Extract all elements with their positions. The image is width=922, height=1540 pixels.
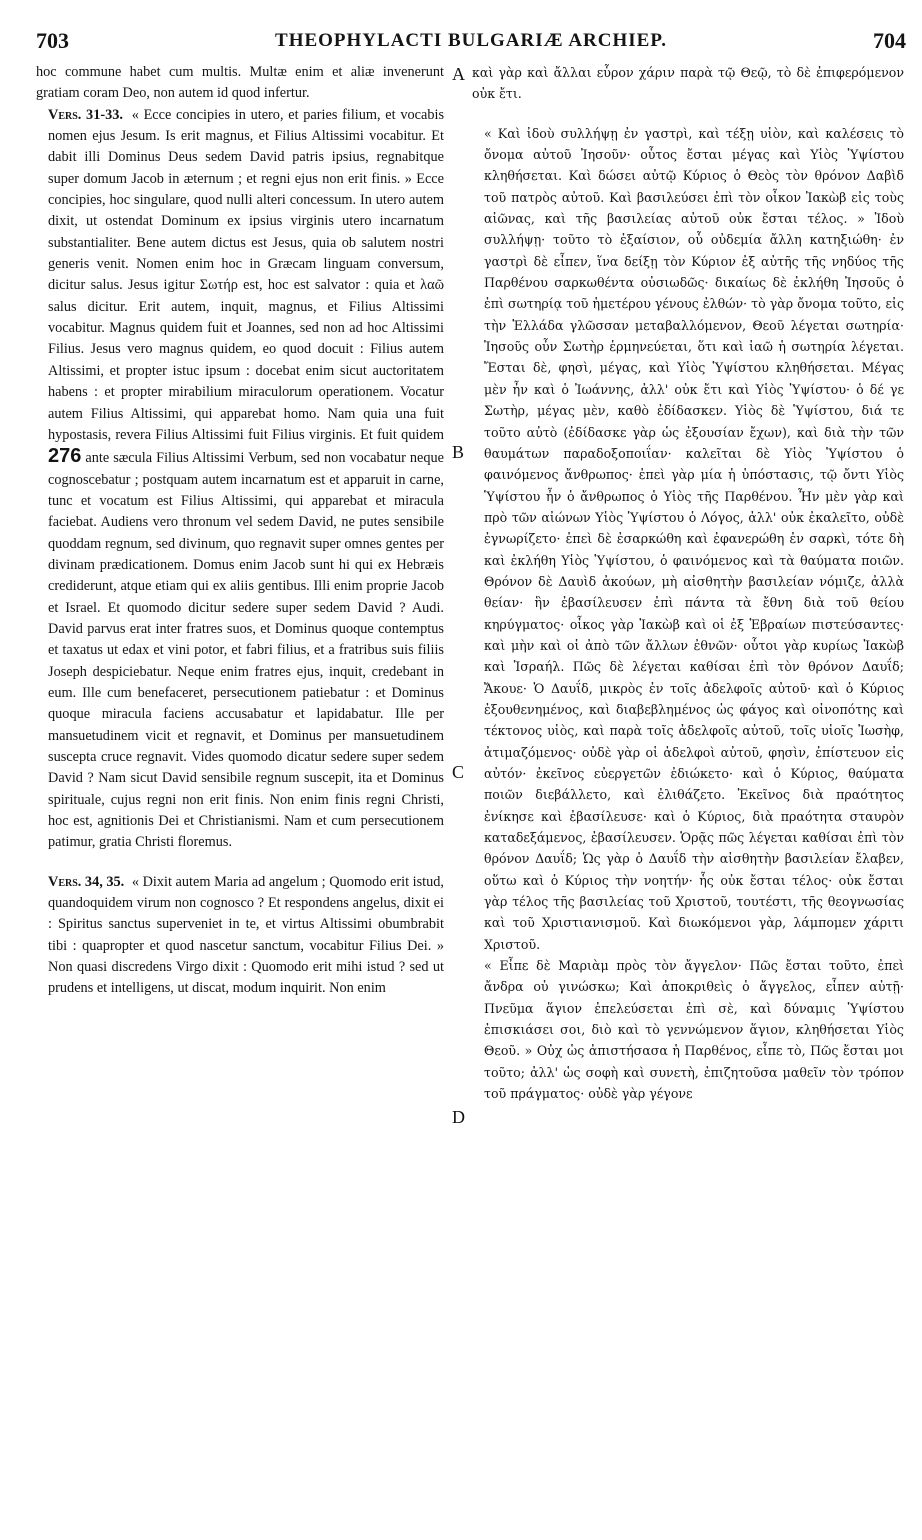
margin-letter-c: C bbox=[452, 762, 465, 782]
margin-letter-d: D bbox=[452, 1107, 465, 1127]
page-number-left: 703 bbox=[36, 28, 69, 53]
greek-paragraph-3: « Εἶπε δὲ Μαριὰμ πρὸς τὸν ἄγγελον· Πῶς ἔσται τοῦτο, ἐπεὶ ἄνδρα οὐ γινώσκω; Καὶ ἀποκριθεὶς ὁ ἄγγελος, εἶπεν αὐτῇ· Πνεῦμα ἅγιον ἐπελεύσεται ἐπὶ σὲ, καὶ δύναμις Ὑψίστου ἐπισκιάσει σοι, διὸ καὶ τὸ γεννώμενον ἅγιον, κληθήσεται Υἱὸς Θεοῦ. » Οὐχ ὡς ἀπιστήσασα ἡ Παρθένος, εἶπε τὸ, Πῶς ἔσται μοι τοῦτο; ἀλλ' ὡς σοφὴ καὶ συνετὴ, ἐπιζητοῦσα μαθεῖν τὸν τρόπον τοῦ πράγματος· οὐδὲ γὰρ γέγονε bbox=[484, 958, 904, 1102]
latin-column bbox=[36, 62, 444, 1000]
margin-letter-a: A bbox=[452, 64, 465, 84]
page-header bbox=[36, 28, 906, 58]
latin-paragraph-3 bbox=[36, 872, 444, 1000]
latin-paragraph-3-text: « Dixit autem Maria ad angelum ; Quomodo erit istud, quandoquidem virum non cognosco ? Et respondens angelus, dixit ei : Spiritus sanctus superveniet in te, et virtus Altissimi obumbrabit tibi : quapropter et quod nascetur sanctum, vocabitur Filius Dei. » Non quasi discredens Virgo dixit : Quomodo erit mihi istud ? sed ut prudens et intelligens, ut discat, modum inquirit. Non enim bbox=[48, 873, 445, 997]
greek-column bbox=[472, 62, 904, 1105]
page-number-right: 704 bbox=[873, 28, 906, 53]
running-title: THEOPHYLACTI BULGARIÆ ARCHIEP. bbox=[275, 30, 667, 51]
latin-paragraph-2 bbox=[36, 105, 444, 854]
latin-paragraph-2-text: « Ecce concipies in utero, et paries filium, et vocabis nomen ejus Jesum. Is erit magnus, et Filius Altissimi vocabitur. Et dabit illi Dominus Deus sedem David patris ipsius, regnabitque super domum Jacob in æternum ; et regni ejus non erit finis. » Ecce concipies, hoc singulare, quod nulli alteri concessum. In utero autem dixit, ut ostendat Dominum ex ipsius virginis utero incarnatum substantialiter. Bene autem dictus est Jesus, quia ob salutem nostri generis venit. Nomen enim hoc in Græcam linguam conversum, dicitur salus. Jesus igitur Σωτήρ est, hoc est salvator : quia et λαῶ salus dicitur. Erit autem, inquit, magnus, et Filius Altissimi vocabitur. Magnus quidem fuit et Joannes, sed non ad hoc Altissimi Filius. Jesus vero magnus quidem, eo quod docuit : Filius autem Altissimi, et propter istuc ipsum : docebat enim sicut auctoritatem habens : et propter mirabilium miraculorum operationem. Vocatur autem Filius Altissimi, qui apparebat homo. Nam quia una fuit hypostasis, revera Filius Altissimi fuit Filius virginis. Et fuit quidem bbox=[48, 106, 445, 443]
margin-letter-b: B bbox=[452, 442, 465, 462]
verse-reference: Vers. 34, 35. bbox=[48, 873, 125, 890]
latin-paragraph-1: hoc commune habet cum multis. Multæ enim et aliæ invenerunt gratiam coram Deo, non autem id quod infertur. bbox=[36, 64, 444, 102]
greek-paragraph-2: « Καὶ ἰδοὺ συλλήψῃ ἐν γαστρὶ, καὶ τέξῃ υἱὸν, καὶ καλέσεις τὸ ὄνομα αὐτοῦ Ἰησοῦν· οὗτος ἔσται μέγας καὶ Υἱὸς Ὑψίστου κληθήσεται. Καὶ δώσει αὐτῷ Κύριος ὁ Θεὸς τὸν θρόνον Δαβὶδ τοῦ πατρὸς αὐτοῦ. Καὶ βασιλεύσει ἐπὶ τὸν οἶκον Ἰακὼβ εἰς τοὺς αἰῶνας, καὶ τῆς βασιλείας αὐτοῦ οὐκ ἔσται τέλος. » Ἰδοὺ συλλήψῃ· τοῦτο τὸ ἐξαίσιον, οὗ οὐδεμία ἄλλη κατηξιώθη· ἐν γαστρὶ δὲ εἶπεν, ἵνα δείξῃ τὸν Κύριον ἐξ αὐτῆς τῆς νηδύος τῆς Παρθένου σαρκωθέντα οὐσιωδῶς· δικαίως δὲ ἐκλήθη Ἰησοῦς ὁ ἐπὶ σωτηρίᾳ τοῦ ἡμετέρου γένους ἐλθών· τὸ γὰρ ὄνομα τοῦτο, εἰς τὴν Ἑλλάδα γλῶσσαν μεταβαλλόμενον, Θεοῦ λέγεται σωτηρία· Ἰησοῦς οὖν Σωτὴρ ἑρμηνεύεται, ὅτι καὶ ἰαῶ ἡ σωτηρία λέγεται. Ἔσται δὲ, φησὶ, μέγας, καὶ Υἱὸς Ὑψίστου κληθήσεται. Μέγας μὲν ἦν καὶ ὁ Ἰωάννης, ἀλλ' οὐκ ἔτι καὶ Υἱὸς Ὑψίστου· ὁ δέ γε Σωτὴρ, μέγας μὲν, καθὸ ἐδίδασκεν. Υἱὸς δὲ Ὑψίστου, διά τε τοῦτο αὐτὸ (ἐδίδασκε γὰρ ὡς ἐξουσίαν ἔχων), καὶ διὰ τὴν τῶν θαυμάτων παραδοξοποιΐαν· καλεῖται δὲ Υἱὸς Ὑψίστου ὁ φαινόμενος ἄνθρωπος· ἐπεὶ γὰρ μία ἡ ὑπόστασις, τῷ ὄντι Υἱὸς Ὑψίστου ἦν ὁ ἄνθρωπος ὁ Υἱὸς τῆς Παρθένου. Ἦν μὲν γὰρ καὶ πρὸ τῶν αἰώνων Υἱὸς Ὑψίστου ὁ Λόγος, ἀλλ' οὐκ ἐκαλεῖτο, οὐδὲ ἐγνωρίζετο· ἐπεὶ δὲ ἐσαρκώθη καὶ ἐφανερώθη ἐν σαρκὶ, τότε δὴ καὶ ἐκλήθη Υἱὸς Ὑψίστου, ὁ φαινόμενος καὶ τὰ θαύματα ποιῶν. Θρόνον δὲ Δαυὶδ ἀκούων, μὴ αἰσθητὴν βασιλείαν νόμιζε, ἀλλὰ θείαν· ἣν ἐβασίλευσεν ἐπὶ πάντα τὰ ἔθνη διὰ τοῦ θείου κηρύγματος· οἶκος γὰρ Ἰακὼβ καὶ οἱ ἐξ Ἑβραίων πιστεύσαντες· καὶ μὴν καὶ οἱ ἀπὸ τῶν ἄλλων ἐθνῶν· οὗτοι γὰρ κυρίως Ἰακὼβ καὶ Ἰσραήλ. Πῶς δὲ λέγεται καθίσαι ἐπὶ τὸν θρόνον Δαυΐδ; Ἄκουε· Ὁ Δαυΐδ, μικρὸς ἐν τοῖς ἀδελφοῖς αὐτοῦ· καὶ ὁ Κύριος ἐξουθενημένος, καὶ διαβεβλημένος ὡς φάγος καὶ οἰνοπότης καὶ τέκτονος υἱὸς, καὶ παρὰ τοῖς ἀδελφοῖς αὐτοῦ, τοῖς υἱοῖς Ἰωσὴφ, ἀτιμαζόμενος· οὐδὲ γὰρ οἱ ἀδελφοὶ αὐτοῦ, φησὶν, ἐπίστευον εἰς αὐτόν· ἐκεῖνος εὐεργετῶν ἐδιώκετο· καὶ ὁ Κύριος, θαύματα ποιῶν διεβάλλετο, καὶ ἐλιθάζετο. Ἐκεῖνος διὰ πραότητος ἐνίκησε καὶ ἐβασίλευσε· καὶ ὁ Κύριος, διὰ πραότητα σταυρὸν καταδεξάμενος, ἐβασίλευσεν. Ὁρᾷς πῶς λέγεται καθίσαι ἐπὶ τὸν θρόνον Δαυΐδ; Ὡς γὰρ ὁ Δαυΐδ τὴν αἰσθητὴν βασιλείαν ἔλαβεν, οὕτω καὶ ὁ Κύριος τὴν νοητήν· ἧς οὐκ ἔσται τέλος· οὐκ ἔσται γὰρ τέλος τῆς βασιλείας τοῦ Χριστοῦ, τουτέστι, τῆς θεογνωσίας καὶ τοῦ Χριστιανισμοῦ. Καὶ διωκόμενοι γὰρ, λάμπομεν χάριτι Χριστοῦ. bbox=[484, 125, 904, 952]
verse-reference: Vers. 31-33. bbox=[48, 106, 123, 123]
latin-paragraph-2-continued: ante sæcula Filius Altissimi Verbum, sed non vocabatur neque cognoscebatur ; postquam autem incarnatum est et apparuit in carne, tunc et vocatum est Filius Altissimi, qui apparebat et miracula faciebat. Audiens vero thronum vel sedem David, ne putes sensibile quoddam regnum, sed divinum, quo regnavit super omnes gentes per divinam prædicationem. Domus enim Jacob sunt hi qui ex Hebræis crediderunt, atque etiam qui ex aliis gentibus. Illi enim proprie Jacob et Israel. Et quomodo dicitur sedere super sedem David ? Audi. David parvus erat inter fratres suos, et Dominus quoque contemptus et taxatus ut edax et vini potor, et fabri filius, et a fratribus suis filiis Joseph despiciebatur. Neque enim fratres ejus, inquit, credebant in eum. Ille cum benefaceret, persecutionem patiebatur : et Dominus quoque miracula faciens accusabatur et lapidabatur. Ille per mansuetudinem vicit et regnavit, et Dominus per mansuetudinem suscepta cruce regnavit. Vides quomodo dicatur sedere super sedem David ? Nam sicut David sensibile regnum suscepit, ita et Dominus spirituale, cujus regni non erit finis. Non enim finis regni Christi, hoc est, agnitionis Dei et Christianismi. Nam et cum persecutionem patimur, gratia Christi floremus. bbox=[48, 450, 445, 851]
greek-paragraph-1: καὶ γὰρ καὶ ἄλλαι εὗρον χάριν παρὰ τῷ Θεῷ, τὸ δὲ ἐπιφερόμενον οὐκ ἔτι. bbox=[472, 65, 904, 102]
folio-number: 276 bbox=[48, 445, 82, 468]
